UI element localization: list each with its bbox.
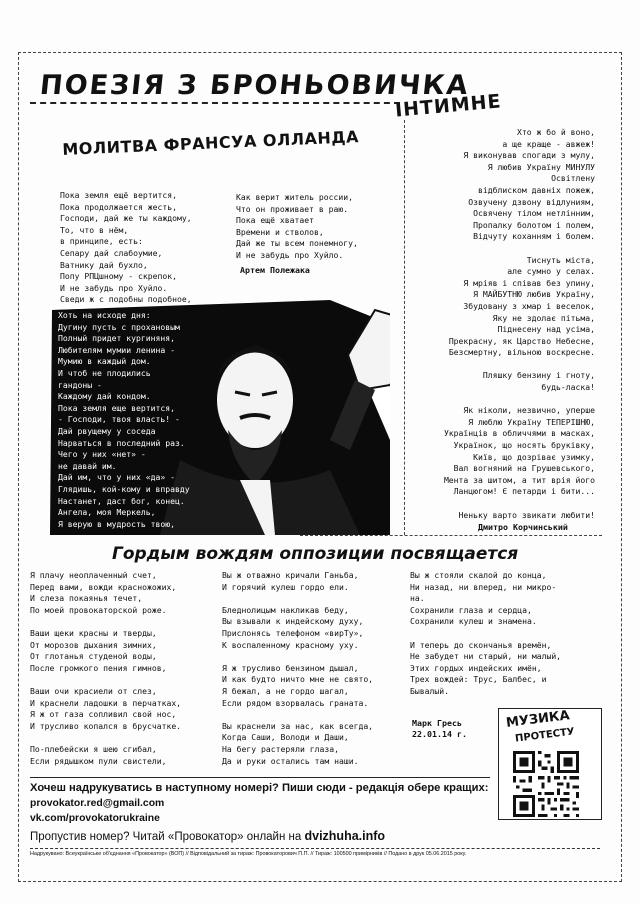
intimne-author: Дмитро Корчинський — [478, 522, 568, 532]
poem2-column2: Вы ж отважно кричали Ганьба, И горячий кулеш гордо ели. Бледнолицым накликав беду, Вы взывали к индейскому духу, Прислонясь телефоном «вирТу», К воспаленному красному уху. Я ж трусливо бензином дышал, И как будто ничто мне не свято, Я бежал, а не гордо шагал, Если рядом взорвалась граната. Вы краснели за нас, как всегда, Когда Саши, Володи и Даши, На бегу растеряли глаза, Да и руки остались там наши. — [222, 570, 374, 766]
poem1-author: Артем Полежака — [240, 265, 310, 275]
music-title: МУЗИКА — [505, 708, 571, 731]
poem1-column2: Как верит житель россии, Что он проживает в раю. Пока ещё хватает Времени и стволов, Дай же ты всем понемногу, И не забудь про Хуйло. — [236, 192, 358, 260]
footer-online-text: Пропустив номер? Читай «Провокатор» онлайн на — [30, 831, 302, 843]
imprint-text: Надрукувано: Всеукраїнське об'єднання «Провокатор» (ВОП) // Відповідальний за тираж: Провокаторович П.П. // Тираж: 100500 примірників // Подано в друк 05.06.2015 року. — [30, 851, 467, 857]
footer-invite: Хочеш надрукуватись в наступному номері? Пиши сюди - редакція обере кращих: — [30, 782, 489, 794]
footer-email-link[interactable]: provokator.red@gmail.com — [30, 798, 165, 809]
poem1-column1-dark: Хоть на исходе дня: Дугину пусть с прохановым Полный придет кургиняня, Любителям мумии ленина - Мумию в каждый дом. И чтоб не плодились гандоны - Каждому дай кондом. Пока земля еще вертится, - Господи, твоя власть! - Дай рвущему у соседа Нарваться в последний раз. Чего у них «нет» - не давай им. Дай им, что у них «да» - Глядишь, кой-кому и вправду Настанет, даст бог, конец. Ангела, моя Меркель, Я верую в мудрость твою, — [58, 310, 190, 529]
poem1-column1: Пока земля ещё вертится, Пока продолжается жесть, Господи, дай же ты каждому, То, что в нём, в принципе, есть: Сепару дай слабоумие, Ватнику дай бухло, Попу РПЦшному - скрепок, И не забудь про Хуйло. Сведи ж с подобны подобное, — [60, 190, 192, 305]
footer-online-line — [30, 829, 385, 843]
music-subtitle: ПРОТЕСТУ — [514, 726, 576, 745]
poem2-column1: Я плачу неоплаченный счет, Перед вами, вожди красножожих, И слеза покаянья течет, По моей провокаторской роже. Ваши щеки красны и тверды, От морозов дыхания зимних, От глотанья студеной воды, После громкого пения гимнов, Ваши очи красиели от слез, И краснели ладошки в перчатках, Я ж от газа сопливил свой нос, И трусливо копался в брусчатке. По-плебейски я шею сгибал, Если рядышком пули свистели, — [30, 570, 182, 766]
masthead-divider — [30, 102, 400, 104]
sub-heading: Гордым вождям оппозиции посвящается — [112, 544, 519, 564]
poem2-column3: Вы ж стояли скалой до конца, Ни назад, ни вперед, ни микро- на. Сохранили глаза и сердца, Сохранили кулеш и знамена. И теперь до скончанья времён, Не забудет ни старый, ни малый, Этих гордых индейских имён, Трех вождей: Трус, Балбес, и Бывалый. — [410, 570, 562, 696]
prayer-title: МОЛИТВА ФРАНСУА ОЛЛАНДА — [62, 127, 360, 159]
section-divider — [300, 535, 602, 536]
qr-code-icon[interactable] — [513, 751, 579, 817]
footer-divider — [30, 777, 490, 778]
imprint-divider — [30, 848, 600, 849]
intimne-heading: ІНТИМНЕ — [394, 90, 503, 122]
music-box[interactable] — [498, 708, 602, 820]
intimne-poem: Хто ж бо й воно, а ще краще - авжеж! Я виконував спогади з мулу, Я любив Україну МИНУЛУ Освітлену відблиском давніх пожеж, Озвучену дзвону відлуниям, Освячену тілом нетлінним, Пропалку болотом і полем, Відчуту коханням і болем. Тиснуть міста, але сумно у селах. Я мріяв і співав без упину, Я МАЙБУТНЮ любив Україну, Збудовану з хмар і веселок, Яку не здолає пітьма, Піднесену над усіма, Прекрасну, як Царство Небесне, Безсмертну, вільною воскресне. Пляшку бензину і гноту, будь-ласка! Як ніколи, незвично, уперше Я люблю Україну ТЕПЕРІШНЮ, Українців в обличчями в масках, Українок, що носять бруківку, Київ, що дозріває узимку, Вал вогняний на Грушевського, Мента за шитом, а тит врія його Ланцюгом! Є петарди і бити... Неньку варто звикати любити! — [443, 127, 595, 520]
masthead: ПОЕЗІЯ З БРОНЬОВИЧКА — [38, 70, 472, 101]
footer-site-link[interactable]: dvizhuha.info — [304, 829, 386, 843]
footer-vk-link[interactable]: vk.com/provokatorukraine — [30, 813, 160, 824]
poem2-author: Марк Гресь 22.01.14 г. — [412, 718, 467, 739]
